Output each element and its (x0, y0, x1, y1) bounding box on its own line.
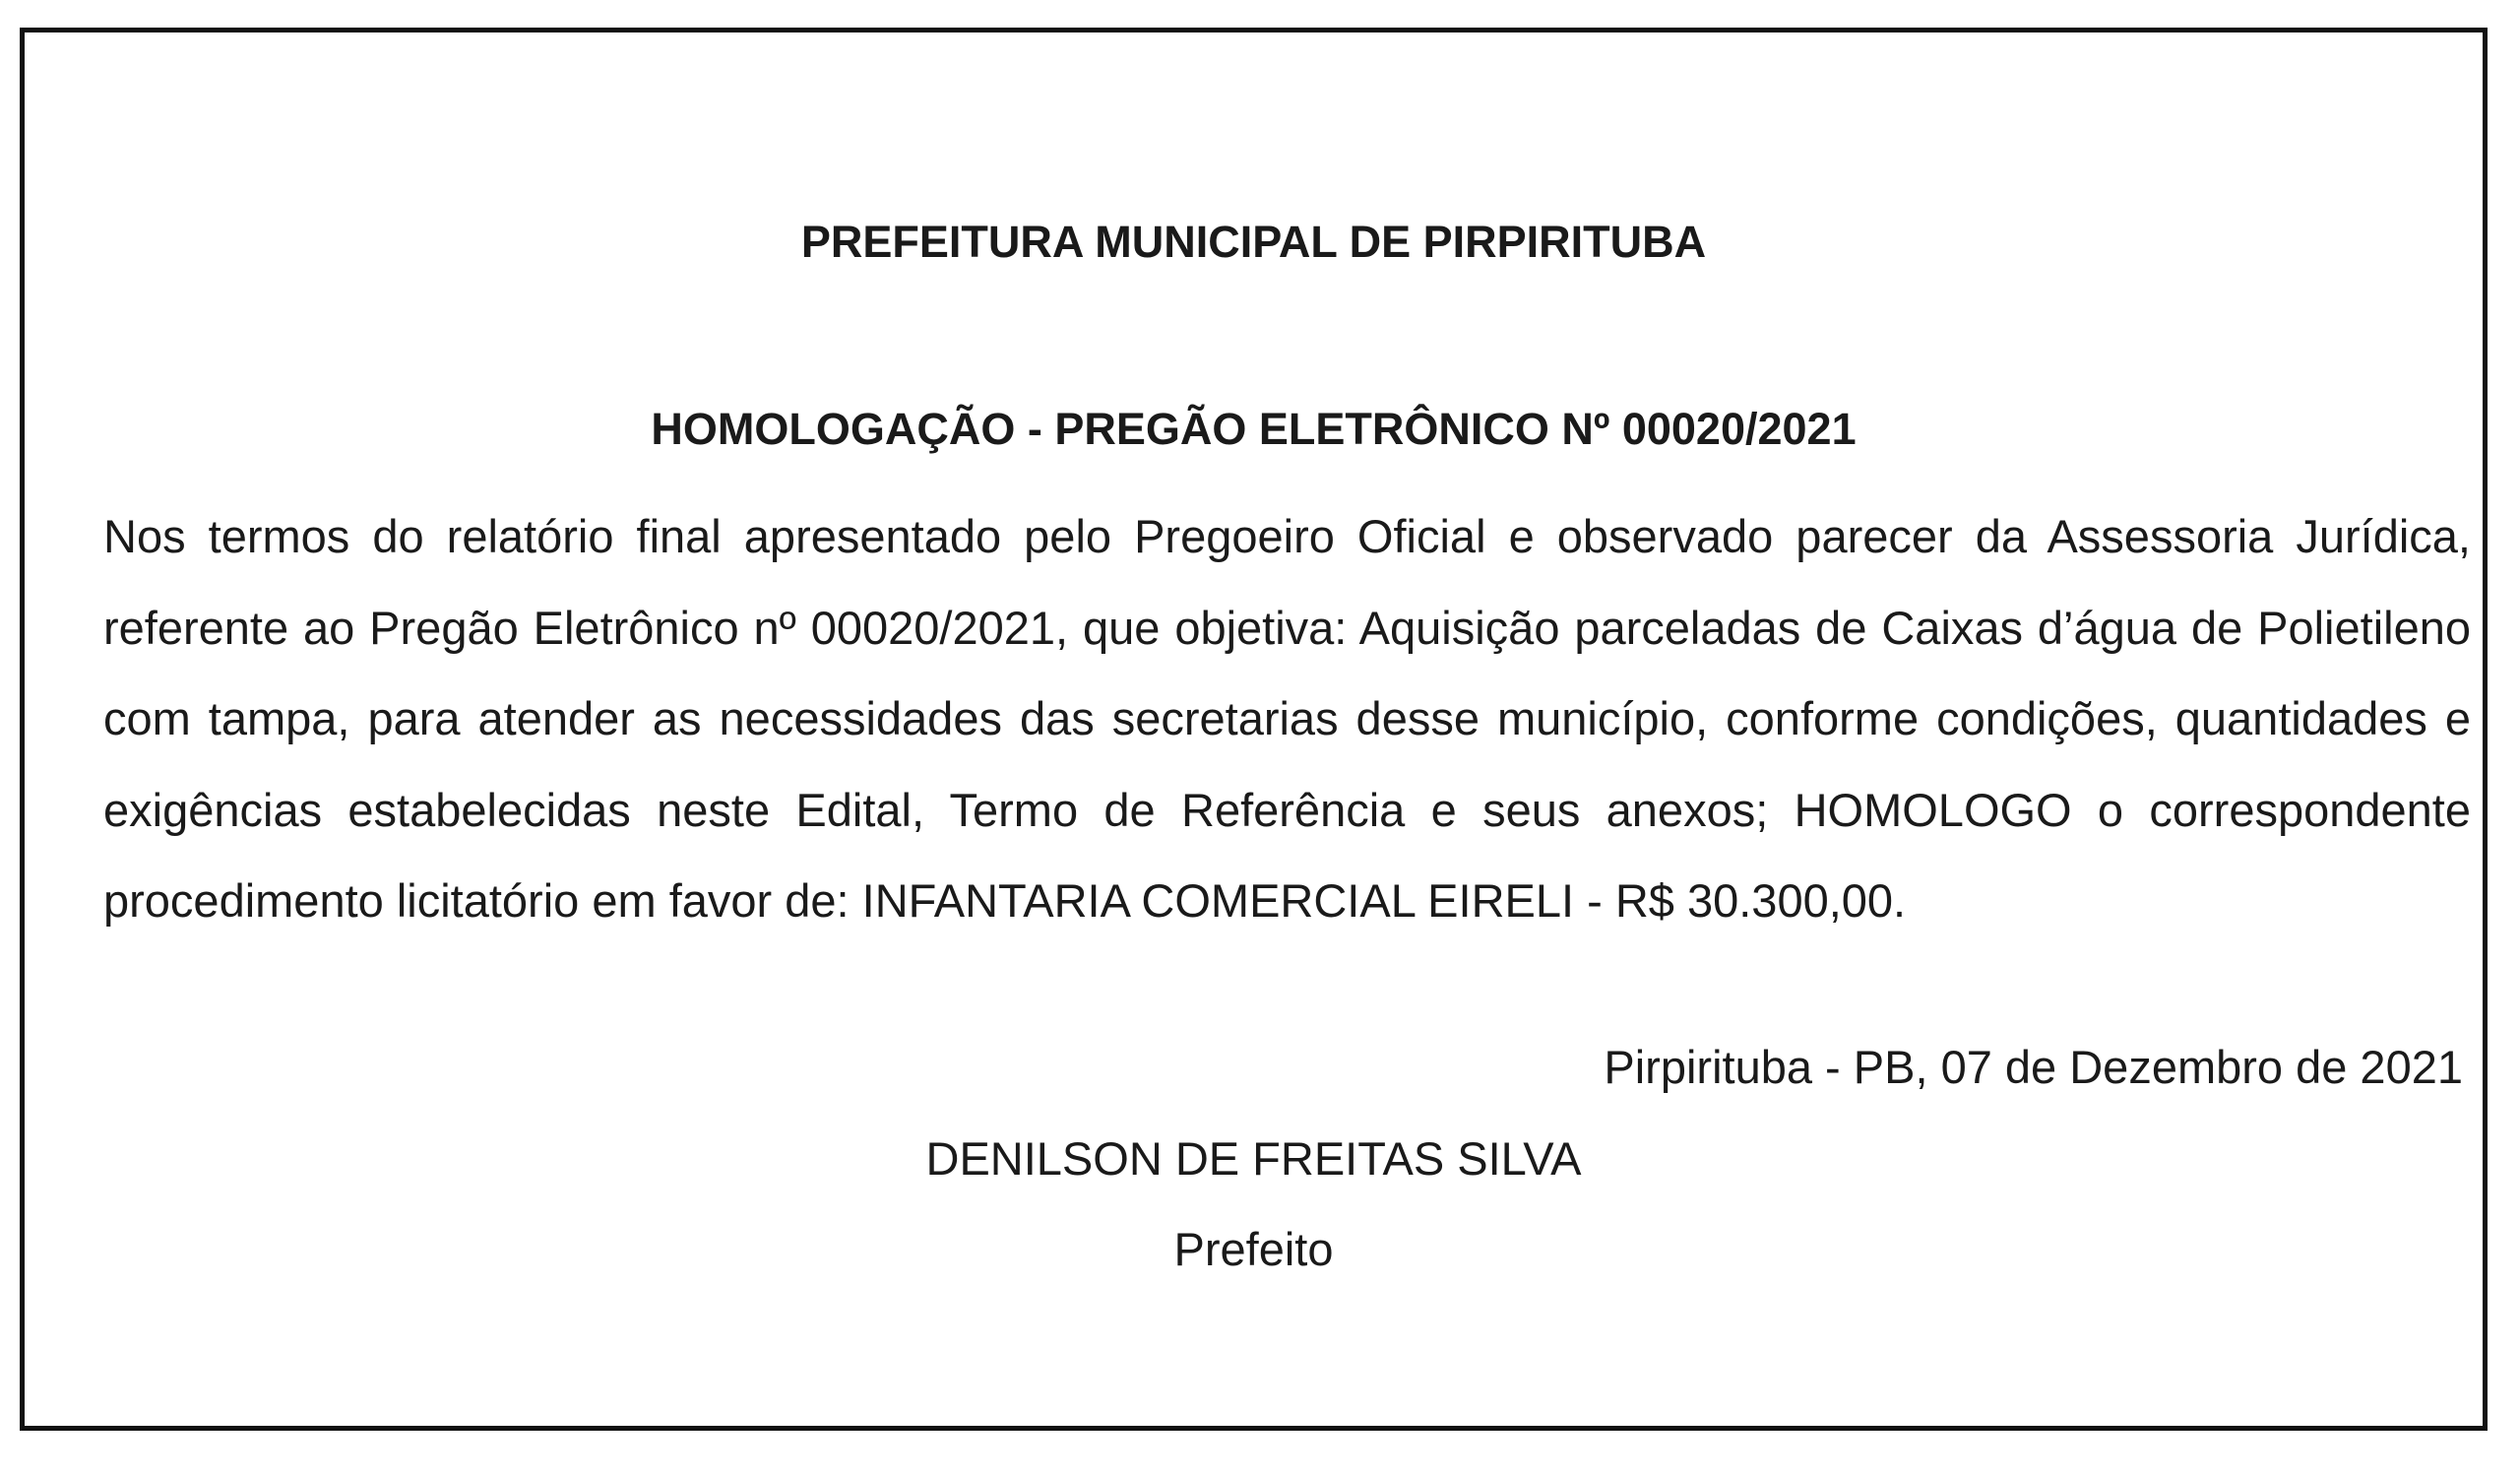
signer-role: Prefeito (1173, 1223, 1334, 1275)
place-date: Pirpirituba - PB, 07 de Dezembro de 2021 (1604, 1041, 2463, 1093)
signer-name: DENILSON DE FREITAS SILVA (925, 1132, 1582, 1185)
organization-title: PREFEITURA MUNICIPAL DE PIRPIRITUBA (800, 217, 1707, 267)
notice-frame (20, 28, 2488, 1431)
notice-body: Nos termos do relatório final apresentado pelo Pregoeiro Oficial e observado parecer da Assessoria Jurídica, referente ao Pregão Eletrônico nº 00020/2021, que objetiva: Aquisição parceladas de Caixas d’água de Polietileno com tampa, para atender as necessidades das secretarias desse município, conforme condições, quantidades e exigências estabelecidas neste Edital, Termo de Referência e seus anexos; HOMOLOGO o correspondente procedimento licitatório em favor de: INFANTARIA COMERCIAL EIRELI - R$ 30.300,00. (103, 510, 2471, 927)
document-title: HOMOLOGAÇÃO - PREGÃO ELETRÔNICO Nº 00020/2021 (651, 404, 1857, 454)
